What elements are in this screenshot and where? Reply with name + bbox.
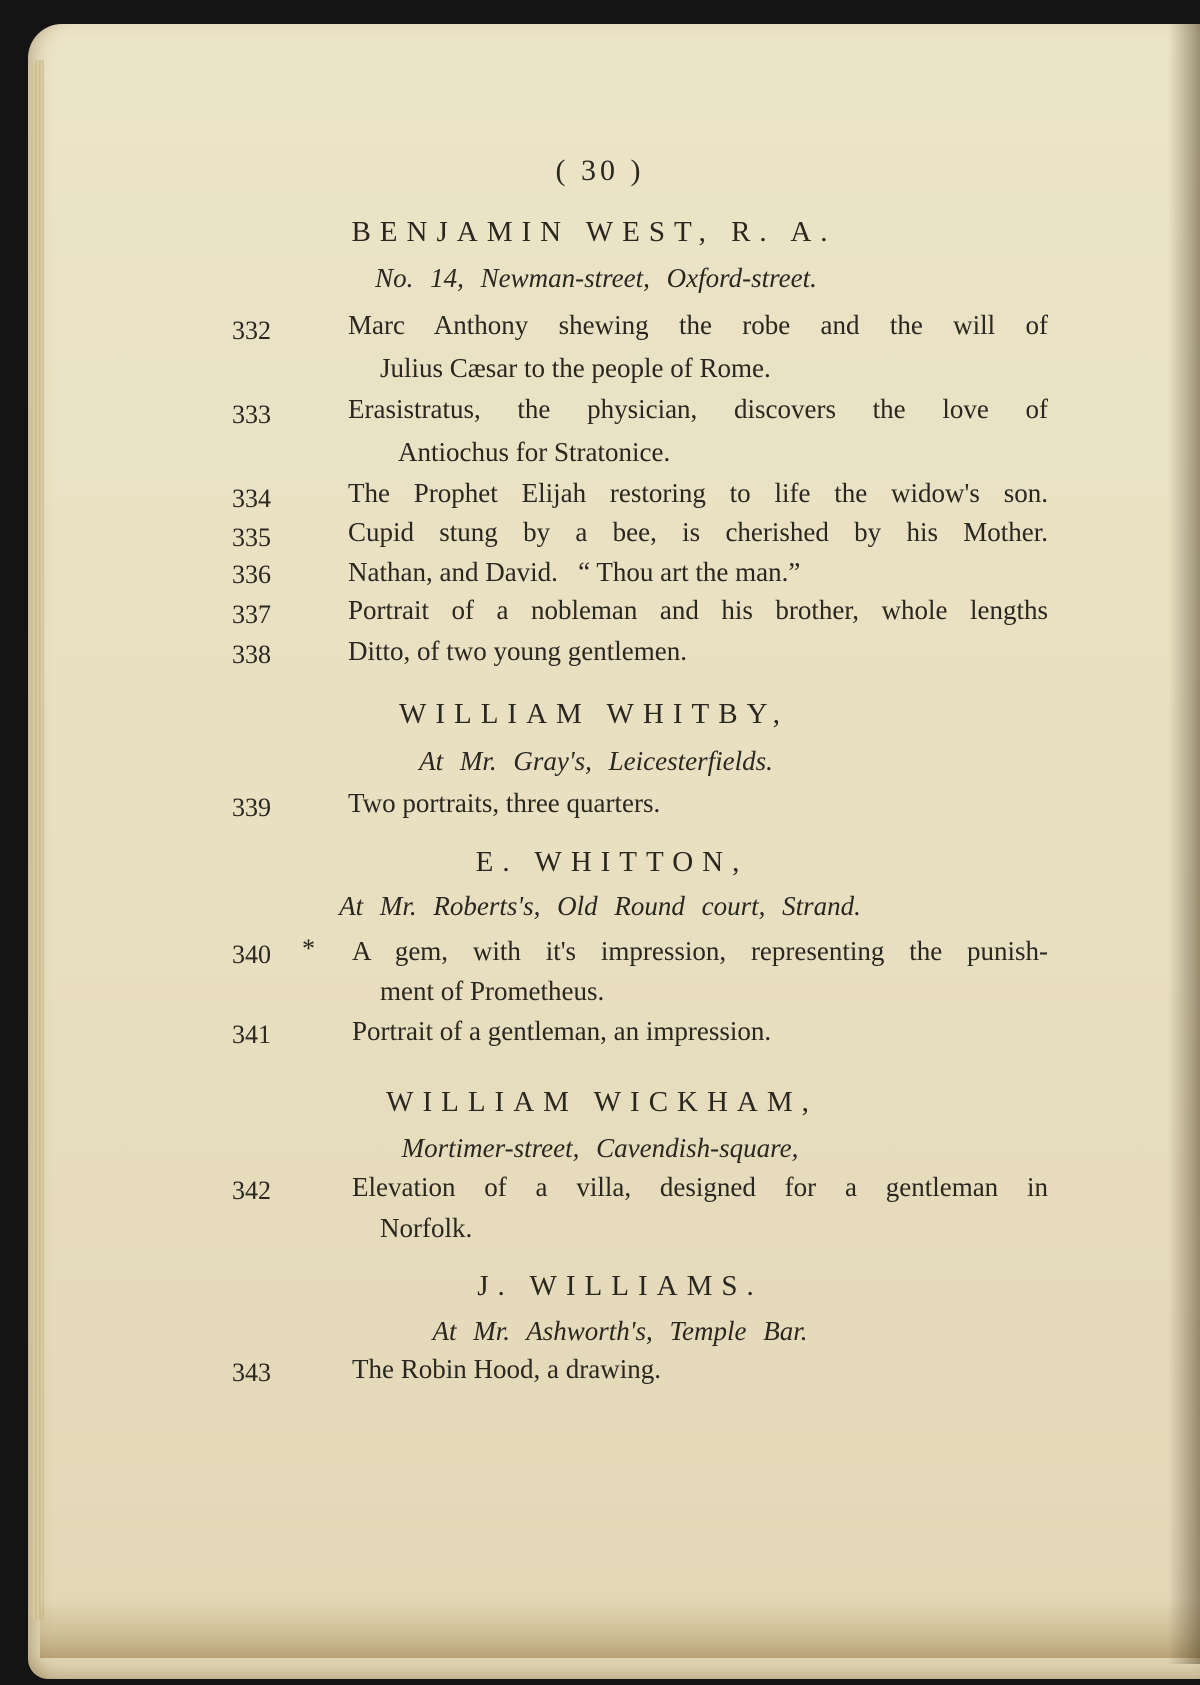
catalogue-number: 335	[232, 523, 271, 552]
entry-continuation: Antiochus for Stratonice.	[398, 437, 671, 467]
entry-text: Portrait of a gentleman, an impression.	[352, 1016, 772, 1046]
artist-address: At Mr. Gray's, Leicesterfields.	[419, 746, 773, 776]
entry-continuation: Julius Cæsar to the people of Rome.	[380, 353, 771, 383]
artist-address: Mortimer-street, Cavendish-square,	[401, 1133, 799, 1163]
catalogue-number: 339	[232, 793, 271, 822]
catalogue-number: 334	[232, 484, 271, 513]
entry-text: Ditto, of two young gentlemen.	[348, 636, 687, 666]
catalogue-number: 332	[232, 316, 271, 345]
entry-text: Elevation of a villa, designed for a gentleman in	[352, 1172, 1048, 1202]
page-number: ( 30 )	[555, 154, 645, 187]
entry-text: Nathan, and David. “ Thou art the man.”	[348, 557, 801, 587]
artist-name: E. WHITTON,	[475, 846, 749, 878]
artist-name: WILLIAM WICKHAM,	[386, 1086, 818, 1118]
artist-address: No. 14, Newman-street, Oxford-street.	[375, 263, 817, 293]
artist-name: WILLIAM WHITBY,	[398, 698, 790, 730]
entry-text: A gem, with it's impression, representing the punish-	[352, 936, 1048, 966]
artist-name: J. WILLIAMS.	[477, 1270, 763, 1302]
entry-text: Marc Anthony shewing the robe and the will of	[348, 310, 1048, 340]
artist-address: At Mr. Roberts's, Old Round court, Strand.	[339, 891, 861, 921]
catalogue-number: 342	[232, 1176, 271, 1205]
catalogue-number: 337	[232, 600, 271, 629]
catalogue-number: 338	[232, 640, 271, 669]
catalogue-number: 333	[232, 400, 271, 429]
entry-text: The Robin Hood, a drawing.	[352, 1354, 661, 1384]
new-work-mark: *	[302, 934, 315, 963]
entry-text: Portrait of a nobleman and his brother, whole lengths	[348, 595, 1048, 625]
artist-name: BENJAMIN WEST, R. A.	[351, 216, 837, 248]
entry-text: Cupid stung by a bee, is cherished by his Mother.	[348, 517, 1048, 547]
entry-text: Two portraits, three quarters.	[348, 788, 661, 818]
page-edge-bottom	[40, 1598, 1200, 1658]
entry-continuation: Norfolk.	[380, 1213, 473, 1243]
artist-address: At Mr. Ashworth's, Temple Bar.	[432, 1316, 808, 1346]
catalogue-number: 343	[232, 1358, 271, 1387]
catalogue-number: 340	[232, 940, 271, 969]
entry-text: Erasistratus, the physician, discovers the love of	[348, 394, 1048, 424]
catalogue-number: 336	[232, 560, 271, 589]
catalogue-number: 341	[232, 1020, 271, 1049]
page-edge-left	[30, 60, 44, 1620]
entry-text: The Prophet Elijah restoring to life the widow's son.	[348, 478, 1048, 508]
entry-continuation: ment of Prometheus.	[380, 976, 605, 1006]
